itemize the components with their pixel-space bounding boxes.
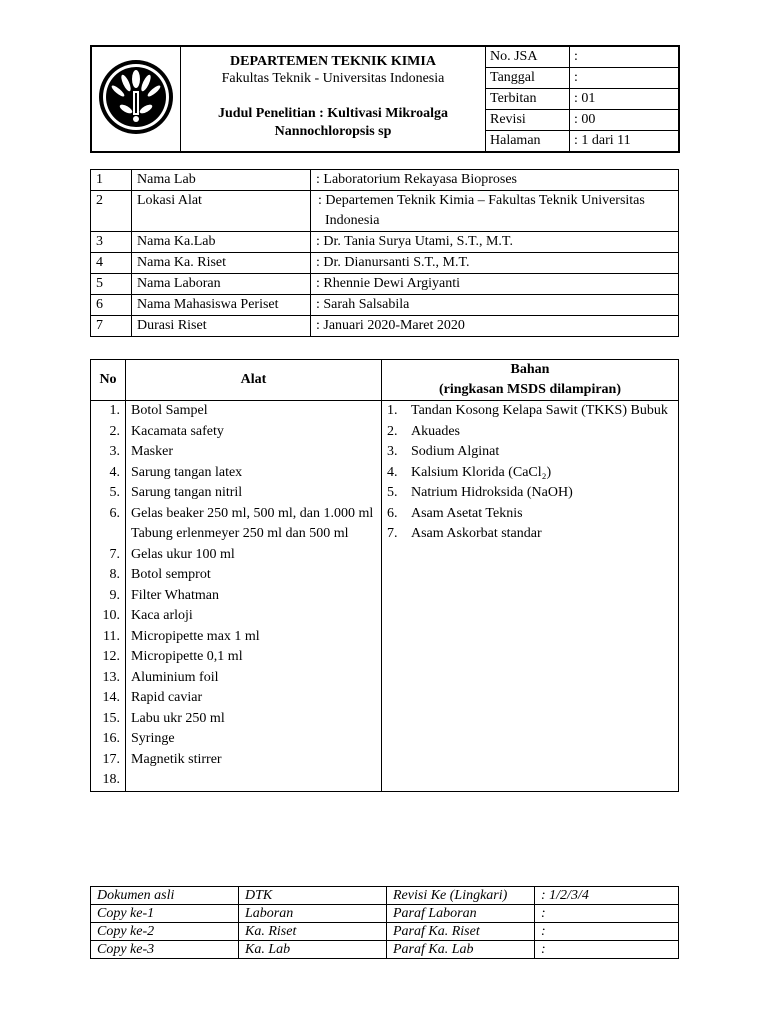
field-value: : Departemen Teknik Kimia – Fakultas Teknik Universitas Indonesia — [311, 191, 679, 232]
meta-value: : 01 — [570, 89, 680, 110]
alat-item: Gelas ukur 100 ml — [131, 546, 235, 562]
row-number: 4 — [91, 253, 132, 274]
bahan-text: Tandan Kosong Kelapa Sawit (TKKS) Bubuk — [411, 403, 668, 418]
meta-label: Revisi — [486, 110, 570, 131]
control-cell: Ka. Riset — [239, 923, 387, 941]
alat-number: 13. — [102, 669, 120, 685]
column-header-bahan — [382, 360, 679, 401]
control-cell: : — [535, 941, 679, 959]
control-cell: Paraf Ka. Lab — [387, 941, 535, 959]
research-title — [187, 105, 479, 141]
row-number: 3 — [91, 232, 132, 253]
bahan-number: 1. — [387, 403, 398, 418]
control-cell: DTK — [239, 887, 387, 905]
alat-number: 11. — [103, 628, 120, 644]
bahan-item — [387, 524, 673, 545]
alat-number: 2. — [109, 423, 120, 439]
alat-item: Gelas beaker 250 ml, 500 ml, dan 1.000 ml — [131, 505, 374, 521]
field-value: : Sarah Salsabila — [311, 295, 679, 316]
control-cell: Copy ke-2 — [91, 923, 239, 941]
document-control-table — [90, 886, 679, 959]
control-cell: : — [535, 923, 679, 941]
table-row — [91, 941, 679, 959]
bahan-item — [387, 504, 673, 525]
alat-number: 10. — [102, 608, 120, 623]
table-row — [91, 887, 679, 905]
equipment-materials-table — [90, 359, 679, 792]
alat-number: 12. — [102, 649, 120, 664]
alat-number: 16. — [102, 731, 120, 746]
alat-item: Kaca arloji — [131, 608, 193, 623]
alat-item: Kacamata safety — [131, 423, 224, 439]
field-value: : Januari 2020-Maret 2020 — [311, 316, 679, 337]
bahan-text: Kalsium Klorida (CaCl₂) — [411, 464, 552, 480]
alat-number: 14. — [102, 690, 120, 705]
alat-item: Botol semprot — [131, 567, 211, 582]
table-row — [91, 274, 679, 295]
field-label: Nama Ka.Lab — [132, 232, 311, 253]
field-label: Nama Laboran — [132, 274, 311, 295]
table-row — [91, 170, 679, 191]
meta-value: : 00 — [570, 110, 680, 131]
table-row — [91, 253, 679, 274]
bahan-text: Natrium Hidroksida (NaOH) — [411, 485, 573, 500]
table-row — [91, 316, 679, 337]
alat-item: Rapid caviar — [131, 690, 203, 705]
bahan-item — [387, 463, 673, 484]
control-cell: Paraf Ka. Riset — [387, 923, 535, 941]
alat-number-column — [91, 401, 126, 792]
document-header — [90, 45, 680, 153]
table-header-row — [91, 360, 679, 401]
table-row — [91, 295, 679, 316]
spacer — [96, 524, 120, 545]
table-row — [91, 905, 679, 923]
alat-item: Magnetik stirrer — [131, 751, 222, 767]
bahan-item — [387, 483, 673, 504]
control-cell: Laboran — [239, 905, 387, 923]
bahan-number: 6. — [387, 505, 398, 521]
alat-item: Micropipette max 1 ml — [131, 628, 260, 644]
field-value: : Laboratorium Rekayasa Bioproses — [311, 170, 679, 191]
alat-number: 6. — [109, 505, 120, 521]
field-label: Lokasi Alat — [132, 191, 311, 232]
bahan-number: 7. — [387, 526, 398, 541]
bahan-list — [382, 401, 679, 792]
bahan-item — [387, 401, 673, 422]
bahan-item — [387, 442, 673, 463]
table-row — [91, 401, 679, 792]
field-label: Durasi Riset — [132, 316, 311, 337]
table-row — [91, 923, 679, 941]
bahan-item — [387, 422, 673, 443]
meta-value: : 1 dari 11 — [570, 131, 680, 153]
control-cell: Paraf Laboran — [387, 905, 535, 923]
alat-item: Syringe — [131, 731, 175, 746]
control-cell: Revisi Ke (Lingkari) — [387, 887, 535, 905]
alat-item: Sarung tangan nitril — [131, 485, 243, 500]
alat-number: 8. — [109, 567, 120, 582]
alat-item: Masker — [131, 444, 173, 459]
research-title-line-2: Nannochloropsis sp — [274, 124, 392, 139]
alat-item: Filter Whatman — [131, 587, 219, 603]
column-header-alat: Alat — [126, 360, 382, 401]
alat-item: Micropipette 0,1 ml — [131, 649, 243, 664]
faculty-name: Fakultas Teknik - Universitas Indonesia — [221, 71, 445, 86]
meta-value: : — [570, 46, 680, 68]
control-cell: Ka. Lab — [239, 941, 387, 959]
meta-label: No. JSA — [486, 46, 570, 68]
university-logo — [91, 46, 181, 152]
bahan-text: Akuades — [411, 423, 460, 439]
bahan-number: 2. — [387, 423, 398, 439]
alat-number: 15. — [102, 710, 120, 726]
control-cell: Dokumen asli — [91, 887, 239, 905]
alat-number: 5. — [109, 485, 120, 500]
alat-number: 18. — [102, 772, 120, 787]
bahan-header-subtitle: (ringkasan MSDS dilampiran) — [438, 382, 622, 397]
alat-item: Tabung erlenmeyer 250 ml dan 500 ml — [131, 526, 349, 541]
alat-list — [126, 401, 382, 792]
alat-item: Botol Sampel — [131, 403, 208, 418]
table-row — [91, 191, 679, 232]
alat-number: 7. — [109, 546, 120, 562]
document-title-block — [181, 46, 486, 152]
alat-item: Labu ukr 250 ml — [131, 710, 225, 726]
field-label: Nama Mahasiswa Periset — [132, 295, 311, 316]
bahan-text: Sodium Alginat — [411, 444, 500, 459]
alat-number: 4. — [109, 464, 120, 480]
alat-item: Sarung tangan latex — [131, 464, 243, 480]
row-number: 2 — [91, 191, 132, 232]
alat-number: 1. — [109, 403, 120, 418]
bahan-text: Asam Asetat Teknis — [411, 505, 523, 521]
alat-number: 17. — [102, 751, 120, 767]
control-cell: Copy ke-1 — [91, 905, 239, 923]
row-number: 7 — [91, 316, 132, 337]
bahan-text: Asam Askorbat standar — [411, 526, 542, 541]
column-header-no: No — [91, 360, 126, 401]
bahan-number: 4. — [387, 464, 398, 480]
control-cell: : 1/2/3/4 — [535, 887, 679, 905]
lab-info-table — [90, 169, 679, 337]
bahan-number: 5. — [387, 485, 398, 500]
field-label: Nama Lab — [132, 170, 311, 191]
makara-logo-icon — [96, 57, 176, 137]
meta-label: Terbitan — [486, 89, 570, 110]
meta-label: Tanggal — [486, 68, 570, 89]
meta-value: : — [570, 68, 680, 89]
row-number: 6 — [91, 295, 132, 316]
bahan-header-title: Bahan — [510, 362, 550, 377]
alat-number: 3. — [109, 444, 120, 459]
row-number: 5 — [91, 274, 132, 295]
field-value: : Dr. Tania Surya Utami, S.T., M.T. — [311, 232, 679, 253]
table-row — [91, 232, 679, 253]
alat-number: 9. — [109, 587, 120, 603]
meta-label: Halaman — [486, 131, 570, 153]
department-name: DEPARTEMEN TEKNIK KIMIA — [230, 54, 436, 69]
control-cell: Copy ke-3 — [91, 941, 239, 959]
row-number: 1 — [91, 170, 132, 191]
research-title-line-1: Judul Penelitian : Kultivasi Mikroalga — [218, 106, 448, 121]
field-value: : Dr. Dianursanti S.T., M.T. — [311, 253, 679, 274]
bahan-number: 3. — [387, 444, 398, 459]
control-cell: : — [535, 905, 679, 923]
alat-item: Aluminium foil — [131, 669, 219, 685]
field-value: : Rhennie Dewi Argiyanti — [311, 274, 679, 295]
field-label: Nama Ka. Riset — [132, 253, 311, 274]
